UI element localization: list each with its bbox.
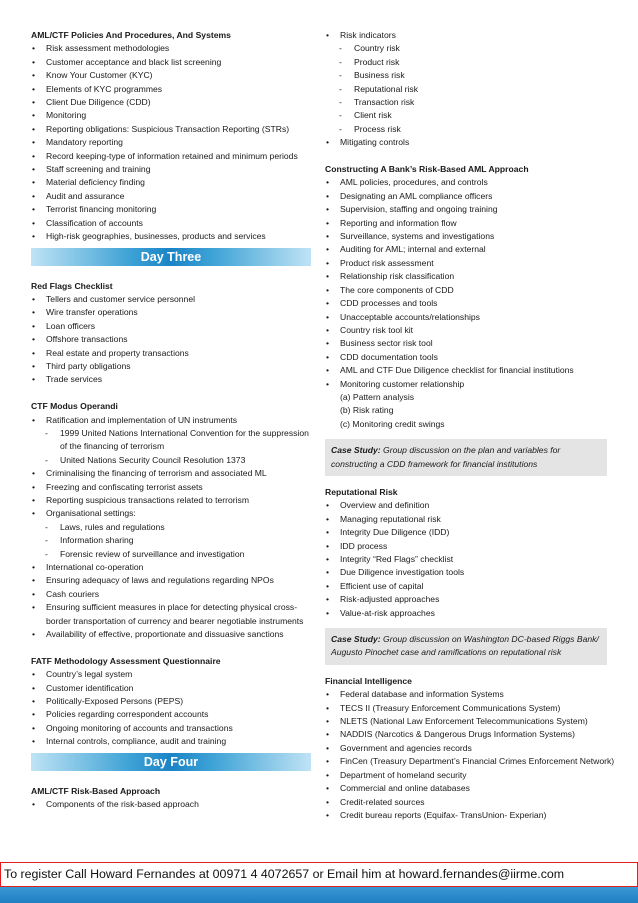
list-item: • Country’s legal system bbox=[31, 668, 311, 681]
case-study-text: Group discussion on Washington DC-based Riggs Bank/ Augusto Pinochet case and ramifications on reputational risk bbox=[331, 634, 599, 658]
list-item: (b) Risk rating bbox=[340, 405, 394, 416]
risk-indicators-list bbox=[325, 29, 615, 150]
aml-policies-title: AML/CTF Policies And Procedures, And Systems bbox=[31, 30, 231, 40]
list-item: - Information sharing bbox=[31, 534, 311, 547]
list-item: • International co-operation bbox=[31, 561, 311, 574]
list-item: • Material deficiency finding bbox=[31, 176, 311, 189]
list-item: • Relationship risk classification bbox=[325, 270, 615, 283]
list-item: • Risk assessment methodologies bbox=[31, 42, 311, 55]
list-item: • Federal database and information Systems bbox=[325, 688, 615, 701]
list-item: • Ensuring sufficient measures in place for detecting physical cross-border transportation of currency and bearer negotiable instruments bbox=[31, 601, 311, 628]
mitigating-controls: Mitigating controls bbox=[340, 137, 410, 148]
list-item: • Managing reputational risk bbox=[325, 513, 615, 526]
list-item: • Designating an AML compliance officers bbox=[325, 190, 615, 203]
ctf-list-a bbox=[31, 467, 311, 507]
list-item: • Unacceptable accounts/relationships bbox=[325, 311, 615, 324]
ctf-org-label: Organisational settings: bbox=[46, 508, 136, 519]
list-item: - Transaction risk bbox=[325, 96, 615, 109]
list-item: • Commercial and online databases bbox=[325, 782, 615, 795]
risk-based-list bbox=[31, 798, 311, 811]
list-item: • Reporting obligations: Suspicious Transaction Reporting (STRs) bbox=[31, 123, 311, 136]
list-item: • FinCen (Treasury Department’s Financial Crimes Enforcement Network) bbox=[325, 755, 615, 768]
registration-text: To register Call Howard Fernandes at 00971 4 4072657 or Email him at howard.fernandes@iirme.com bbox=[4, 867, 565, 881]
list-item: - Client risk bbox=[325, 109, 615, 122]
day-three-banner: Day Three bbox=[31, 248, 311, 266]
list-item: (a) Pattern analysis bbox=[340, 391, 415, 402]
list-item: • Overview and definition bbox=[325, 499, 615, 512]
list-item: - Laws, rules and regulations bbox=[31, 521, 311, 534]
list-item: • Monitoring bbox=[31, 109, 311, 122]
list-item: • Integrity Due Diligence (IDD) bbox=[325, 526, 615, 539]
list-item: • Terrorist financing monitoring bbox=[31, 203, 311, 216]
list-item: • Credit bureau reports (Equifax- TransUnion- Experian) bbox=[325, 809, 615, 822]
list-item: - Product risk bbox=[325, 56, 615, 69]
list-item bbox=[325, 29, 615, 136]
list-item: • Auditing for AML; internal and external bbox=[325, 243, 615, 256]
list-item: • Staff screening and training bbox=[31, 163, 311, 176]
constructing-title: Constructing A Bank’s Risk-Based AML Approach bbox=[325, 164, 529, 175]
list-item: • Country risk tool kit bbox=[325, 324, 615, 337]
list-item: - Business risk bbox=[325, 69, 615, 82]
list-item: • Cash couriers bbox=[31, 588, 311, 601]
ctf-item-ratification: Ratification and implementation of UN instruments bbox=[46, 414, 238, 425]
intel-list bbox=[325, 688, 615, 822]
case-study-cdd bbox=[325, 439, 607, 476]
list-item: • Integrity “Red Flags” checklist bbox=[325, 553, 615, 566]
list-item: • Trade services bbox=[31, 373, 311, 386]
list-item: • Reporting and information flow bbox=[325, 217, 615, 230]
list-item: • Department of homeland security bbox=[325, 769, 615, 782]
list-item: • Supervision, staffing and ongoing training bbox=[325, 203, 615, 216]
list-item: • Offshore transactions bbox=[31, 333, 311, 346]
list-item: • CDD processes and tools bbox=[325, 297, 615, 310]
list-item: • Value-at-risk approaches bbox=[325, 607, 615, 620]
list-item: • Reporting suspicious transactions related to terrorism bbox=[31, 494, 311, 507]
registration-footer bbox=[0, 862, 638, 887]
list-item: • Business sector risk tool bbox=[325, 337, 615, 350]
list-item: • AML and CTF Due Diligence checklist for financial institutions bbox=[325, 364, 615, 377]
reputational-list bbox=[325, 499, 615, 620]
list-item: • Due Diligence investigation tools bbox=[325, 566, 615, 579]
case-study-label: Case Study: bbox=[331, 634, 381, 645]
list-item: • Ongoing monitoring of accounts and transactions bbox=[31, 722, 311, 735]
ctf-list bbox=[31, 414, 311, 468]
list-item: - Reputational risk bbox=[325, 83, 615, 96]
list-item bbox=[31, 414, 311, 468]
list-item: • Customer identification bbox=[31, 682, 311, 695]
list-item: • CDD documentation tools bbox=[325, 351, 615, 364]
list-item: • Internal controls, compliance, audit and training bbox=[31, 735, 311, 748]
list-item: • Real estate and property transactions bbox=[31, 347, 311, 360]
list-item: • Product risk assessment bbox=[325, 257, 615, 270]
ctf-org-list bbox=[31, 507, 311, 561]
list-item: • Elements of KYC programmes bbox=[31, 83, 311, 96]
list-item: • Surveillance, systems and investigations bbox=[325, 230, 615, 243]
ctf-org-sublist bbox=[31, 521, 311, 561]
risk-based-title: AML/CTF Risk-Based Approach bbox=[31, 785, 161, 796]
intel-title: Financial Intelligence bbox=[325, 675, 412, 686]
list-item: • Third party obligations bbox=[31, 360, 311, 373]
list-item: • Availability of effective, proportionate and dissuasive sanctions bbox=[31, 628, 311, 641]
case-study-text: Group discussion on the plan and variables for constructing a CDD framework for financial institutions bbox=[331, 445, 561, 469]
day-four-banner: Day Four bbox=[31, 753, 311, 771]
footer-strip bbox=[0, 887, 638, 903]
list-item: • Ensuring adequacy of laws and regulations regarding NPOs bbox=[31, 574, 311, 587]
risk-indicators-label: Risk indicators bbox=[340, 30, 396, 40]
case-study-label: Case Study: bbox=[331, 445, 381, 456]
case-study-riggs bbox=[325, 628, 607, 665]
aml-policies-list bbox=[31, 42, 311, 243]
list-item: • Audit and assurance bbox=[31, 190, 311, 203]
risk-indicators-sublist bbox=[325, 42, 615, 136]
list-item: • Freezing and confiscating terrorist assets bbox=[31, 481, 311, 494]
fatf-title: FATF Methodology Assessment Questionnaire bbox=[31, 655, 221, 666]
list-item: • Wire transfer operations bbox=[31, 306, 311, 319]
list-item: • Monitoring customer relationship bbox=[325, 378, 615, 391]
fatf-list bbox=[31, 668, 311, 748]
list-item: • Client Due Diligence (CDD) bbox=[31, 96, 311, 109]
list-item: • Know Your Customer (KYC) bbox=[31, 69, 311, 82]
reputational-title: Reputational Risk bbox=[325, 486, 398, 497]
list-item: • NADDIS (Narcotics & Dangerous Drugs Information Systems) bbox=[325, 728, 615, 741]
list-item bbox=[31, 507, 311, 561]
red-flags-list bbox=[31, 293, 311, 387]
monitoring-sublist bbox=[325, 391, 615, 431]
list-item: • Loan officers bbox=[31, 320, 311, 333]
list-item: - 1999 United Nations International Convention for the suppression of the financing of terrorism bbox=[31, 427, 311, 454]
ctf-list-b bbox=[31, 561, 311, 641]
left-column bbox=[31, 29, 311, 812]
ctf-un-sublist bbox=[31, 427, 311, 467]
list-item: • Tellers and customer service personnel bbox=[31, 293, 311, 306]
red-flags-title: Red Flags Checklist bbox=[31, 280, 113, 291]
list-item: • Efficient use of capital bbox=[325, 580, 615, 593]
list-item bbox=[325, 136, 615, 149]
list-item: (c) Monitoring credit swings bbox=[340, 418, 445, 429]
list-item: • Government and agencies records bbox=[325, 742, 615, 755]
constructing-list bbox=[325, 176, 615, 391]
list-item: - United Nations Security Council Resolution 1373 bbox=[31, 454, 311, 467]
list-item: • Components of the risk-based approach bbox=[31, 798, 311, 811]
list-item: • High-risk geographies, businesses, products and services bbox=[31, 230, 311, 243]
list-item: • Politically-Exposed Persons (PEPS) bbox=[31, 695, 311, 708]
list-item: • Criminalising the financing of terrorism and associated ML bbox=[31, 467, 311, 480]
list-item: • Risk-adjusted approaches bbox=[325, 593, 615, 606]
list-item: • Customer acceptance and black list screening bbox=[31, 56, 311, 69]
list-item: • Classification of accounts bbox=[31, 217, 311, 230]
list-item: • Credit-related sources bbox=[325, 796, 615, 809]
list-item: • AML policies, procedures, and controls bbox=[325, 176, 615, 189]
list-item: • Record keeping-type of information retained and minimum periods bbox=[31, 150, 311, 163]
list-item: • The core components of CDD bbox=[325, 284, 615, 297]
list-item: • NLETS (National Law Enforcement Telecommunications System) bbox=[325, 715, 615, 728]
list-item: - Forensic review of surveillance and investigation bbox=[31, 548, 311, 561]
list-item: - Process risk bbox=[325, 123, 615, 136]
list-item: - Country risk bbox=[325, 42, 615, 55]
list-item: • IDD process bbox=[325, 540, 615, 553]
list-item: • Policies regarding correspondent accounts bbox=[31, 708, 311, 721]
list-item: • Mandatory reporting bbox=[31, 136, 311, 149]
right-column bbox=[325, 29, 615, 822]
ctf-title: CTF Modus Operandi bbox=[31, 401, 118, 412]
list-item: • TECS II (Treasury Enforcement Communications System) bbox=[325, 702, 615, 715]
